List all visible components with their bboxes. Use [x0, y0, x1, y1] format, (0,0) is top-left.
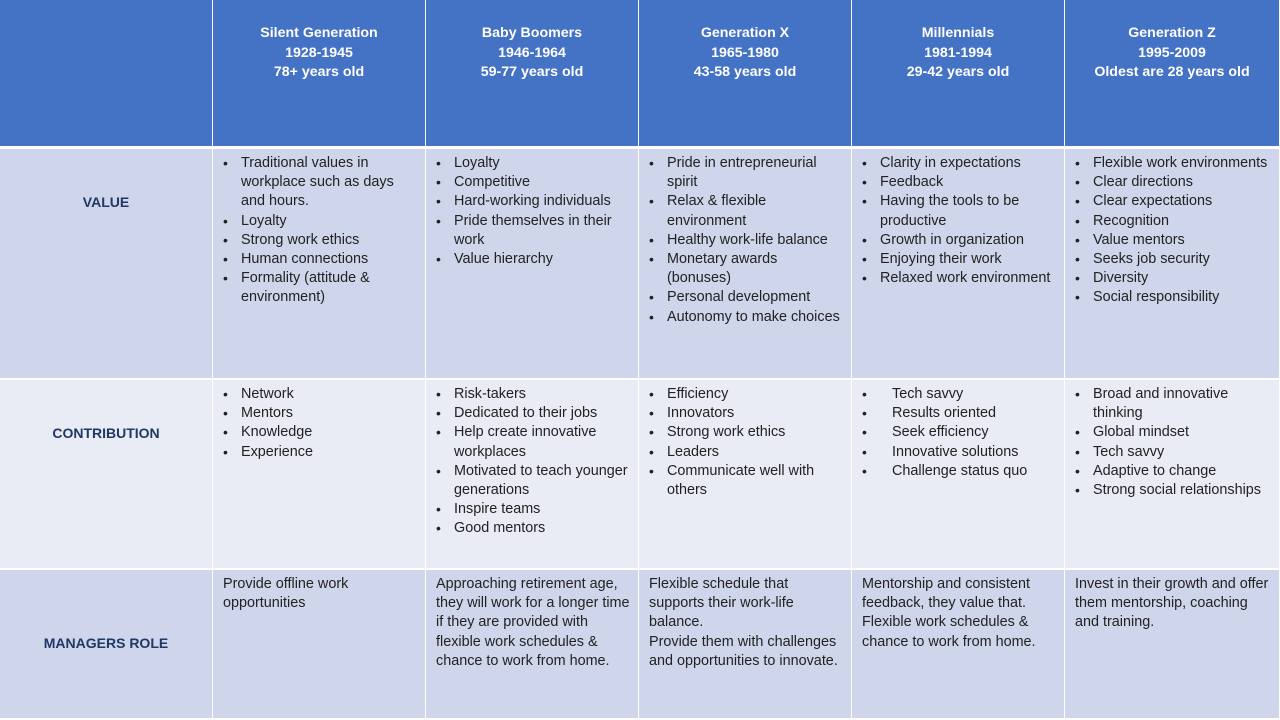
list-item: • Broad and innovative thinking [1093, 385, 1273, 423]
list-item: • Diversity [1093, 269, 1273, 288]
generation-age: 78+ years old [273, 64, 365, 80]
list-item: • Flexible work environments [1093, 154, 1273, 173]
generation-name: Generation Z [1128, 25, 1216, 41]
row-label-managers-role [0, 570, 213, 720]
bullet-list [213, 380, 425, 462]
generation-age: 59-77 years old [480, 64, 584, 80]
generation-name: Silent Generation [260, 25, 378, 41]
managers-cell-genz [1065, 570, 1280, 720]
bullet-list [426, 380, 638, 539]
paragraph: Provide them with challenges and opportunities to innovate. [649, 633, 838, 669]
list-item: • Strong work ethics [241, 231, 419, 250]
paragraph: Invest in their growth and offer them mentorship, coaching and training. [1075, 576, 1269, 631]
bullet-list [1065, 380, 1279, 500]
row-label-contribution [0, 380, 213, 570]
list-item: • Social responsibility [1093, 288, 1273, 307]
list-item: • Autonomy to make choices [667, 308, 845, 327]
generation-age: 29-42 years old [906, 64, 1010, 80]
bullet-list [1065, 149, 1279, 308]
header-millennials [852, 0, 1065, 149]
list-item: • Personal development [667, 288, 845, 307]
bullet-list [852, 149, 1064, 288]
list-item: • Tech savvy [1093, 443, 1273, 462]
bullet-list [213, 149, 425, 308]
header-silent-generation [213, 0, 426, 149]
list-item: • Relax & flexible environment [667, 192, 845, 230]
managers-cell-genx [639, 570, 852, 720]
header-generation-x [639, 0, 852, 149]
generation-years: 1995-2009 [1138, 44, 1206, 61]
value-cell-genx [639, 149, 852, 380]
paragraph: Flexible work schedules & chance to work from home. [862, 614, 1036, 650]
list-item: • Challenge status quo [892, 462, 1058, 481]
list-item: • Experience [241, 443, 419, 462]
list-item: • Motivated to teach younger generations [454, 462, 632, 500]
list-item: • Adaptive to change [1093, 462, 1273, 481]
list-item: • Tech savvy [892, 385, 1058, 404]
list-item: • Having the tools to be productive [880, 192, 1058, 230]
generation-age: 43-58 years old [693, 64, 797, 80]
generation-name: Millennials [921, 25, 995, 41]
contribution-cell-millennials [852, 380, 1065, 570]
paragraph: Approaching retirement age, they will work for a longer time if they are provided with flexible work schedules & chance to work from home. [436, 576, 630, 669]
paragraph: Mentorship and consistent feedback, they value that. [862, 576, 1030, 612]
managers-cell-boomers [426, 570, 639, 720]
contribution-cell-silent [213, 380, 426, 570]
generation-name: Generation X [700, 25, 790, 41]
list-item: • Growth in organization [880, 231, 1058, 250]
list-item: • Seek efficiency [892, 423, 1058, 442]
bullet-list [426, 149, 638, 269]
list-item: • Network [241, 385, 419, 404]
row-label-text: CONTRIBUTION [52, 425, 160, 441]
generation-age: Oldest are 28 years old [1094, 64, 1250, 80]
list-item: • Dedicated to their jobs [454, 404, 632, 423]
list-item: • Efficiency [667, 385, 845, 404]
generation-years: 1928-1945 [285, 44, 353, 61]
generation-years: 1946-1964 [498, 44, 566, 61]
list-item: • Global mindset [1093, 423, 1273, 442]
row-label-text: MANAGERS ROLE [43, 635, 169, 652]
managers-cell-millennials [852, 570, 1065, 720]
managers-cell-silent [213, 570, 426, 720]
list-item: • Clear directions [1093, 173, 1273, 192]
contribution-cell-genx [639, 380, 852, 570]
value-cell-silent [213, 149, 426, 380]
list-item: • Monetary awards (bonuses) [667, 250, 845, 288]
paragraph: Provide offline work opportunities [223, 576, 349, 612]
list-item: • Hard-working individuals [454, 192, 632, 211]
list-item: • Strong social relationships [1093, 481, 1273, 500]
list-item: • Clarity in expectations [880, 154, 1058, 173]
list-item: • Value hierarchy [454, 250, 632, 269]
contribution-cell-genz [1065, 380, 1280, 570]
list-item: • Relaxed work environment [880, 269, 1058, 288]
header-generation-z [1065, 0, 1280, 149]
generation-name: Baby Boomers [481, 25, 583, 41]
list-item: • Seeks job security [1093, 250, 1273, 269]
row-label-value [0, 149, 213, 380]
list-item: • Risk-takers [454, 385, 632, 404]
list-item: • Loyalty [241, 212, 419, 231]
list-item: • Human connections [241, 250, 419, 269]
list-item: • Pride in entrepreneurial spirit [667, 154, 845, 192]
list-item: • Pride themselves in their work [454, 212, 632, 250]
list-item: • Formality (attitude & environment) [241, 269, 419, 307]
list-item: • Good mentors [454, 519, 632, 538]
paragraph: Flexible schedule that supports their work-life balance. [649, 576, 794, 631]
value-cell-boomers [426, 149, 639, 380]
list-item: • Innovative solutions [892, 443, 1058, 462]
bullet-list [639, 380, 851, 500]
list-item: • Traditional values in workplace such as days and hours. [241, 154, 419, 212]
list-item: • Recognition [1093, 212, 1273, 231]
list-item: • Inspire teams [454, 500, 632, 519]
list-item: • Enjoying their work [880, 250, 1058, 269]
list-item: • Loyalty [454, 154, 632, 173]
header-baby-boomers [426, 0, 639, 149]
list-item: • Communicate well with others [667, 462, 845, 500]
contribution-cell-boomers [426, 380, 639, 570]
list-item: • Knowledge [241, 423, 419, 442]
list-item: • Results oriented [892, 404, 1058, 423]
list-item: • Competitive [454, 173, 632, 192]
list-item: • Leaders [667, 443, 845, 462]
generation-years: 1965-1980 [711, 44, 779, 61]
list-item: • Healthy work-life balance [667, 231, 845, 250]
bullet-list [852, 380, 1064, 481]
row-label-text: VALUE [82, 194, 130, 210]
bullet-list [639, 149, 851, 327]
list-item: • Help create innovative workplaces [454, 423, 632, 461]
value-cell-millennials [852, 149, 1065, 380]
list-item: • Value mentors [1093, 231, 1273, 250]
list-item: • Feedback [880, 173, 1058, 192]
header-corner [0, 0, 213, 149]
value-cell-genz [1065, 149, 1280, 380]
list-item: • Innovators [667, 404, 845, 423]
list-item: • Mentors [241, 404, 419, 423]
generation-years: 1981-1994 [924, 44, 992, 61]
list-item: • Strong work ethics [667, 423, 845, 442]
list-item: • Clear expectations [1093, 192, 1273, 211]
